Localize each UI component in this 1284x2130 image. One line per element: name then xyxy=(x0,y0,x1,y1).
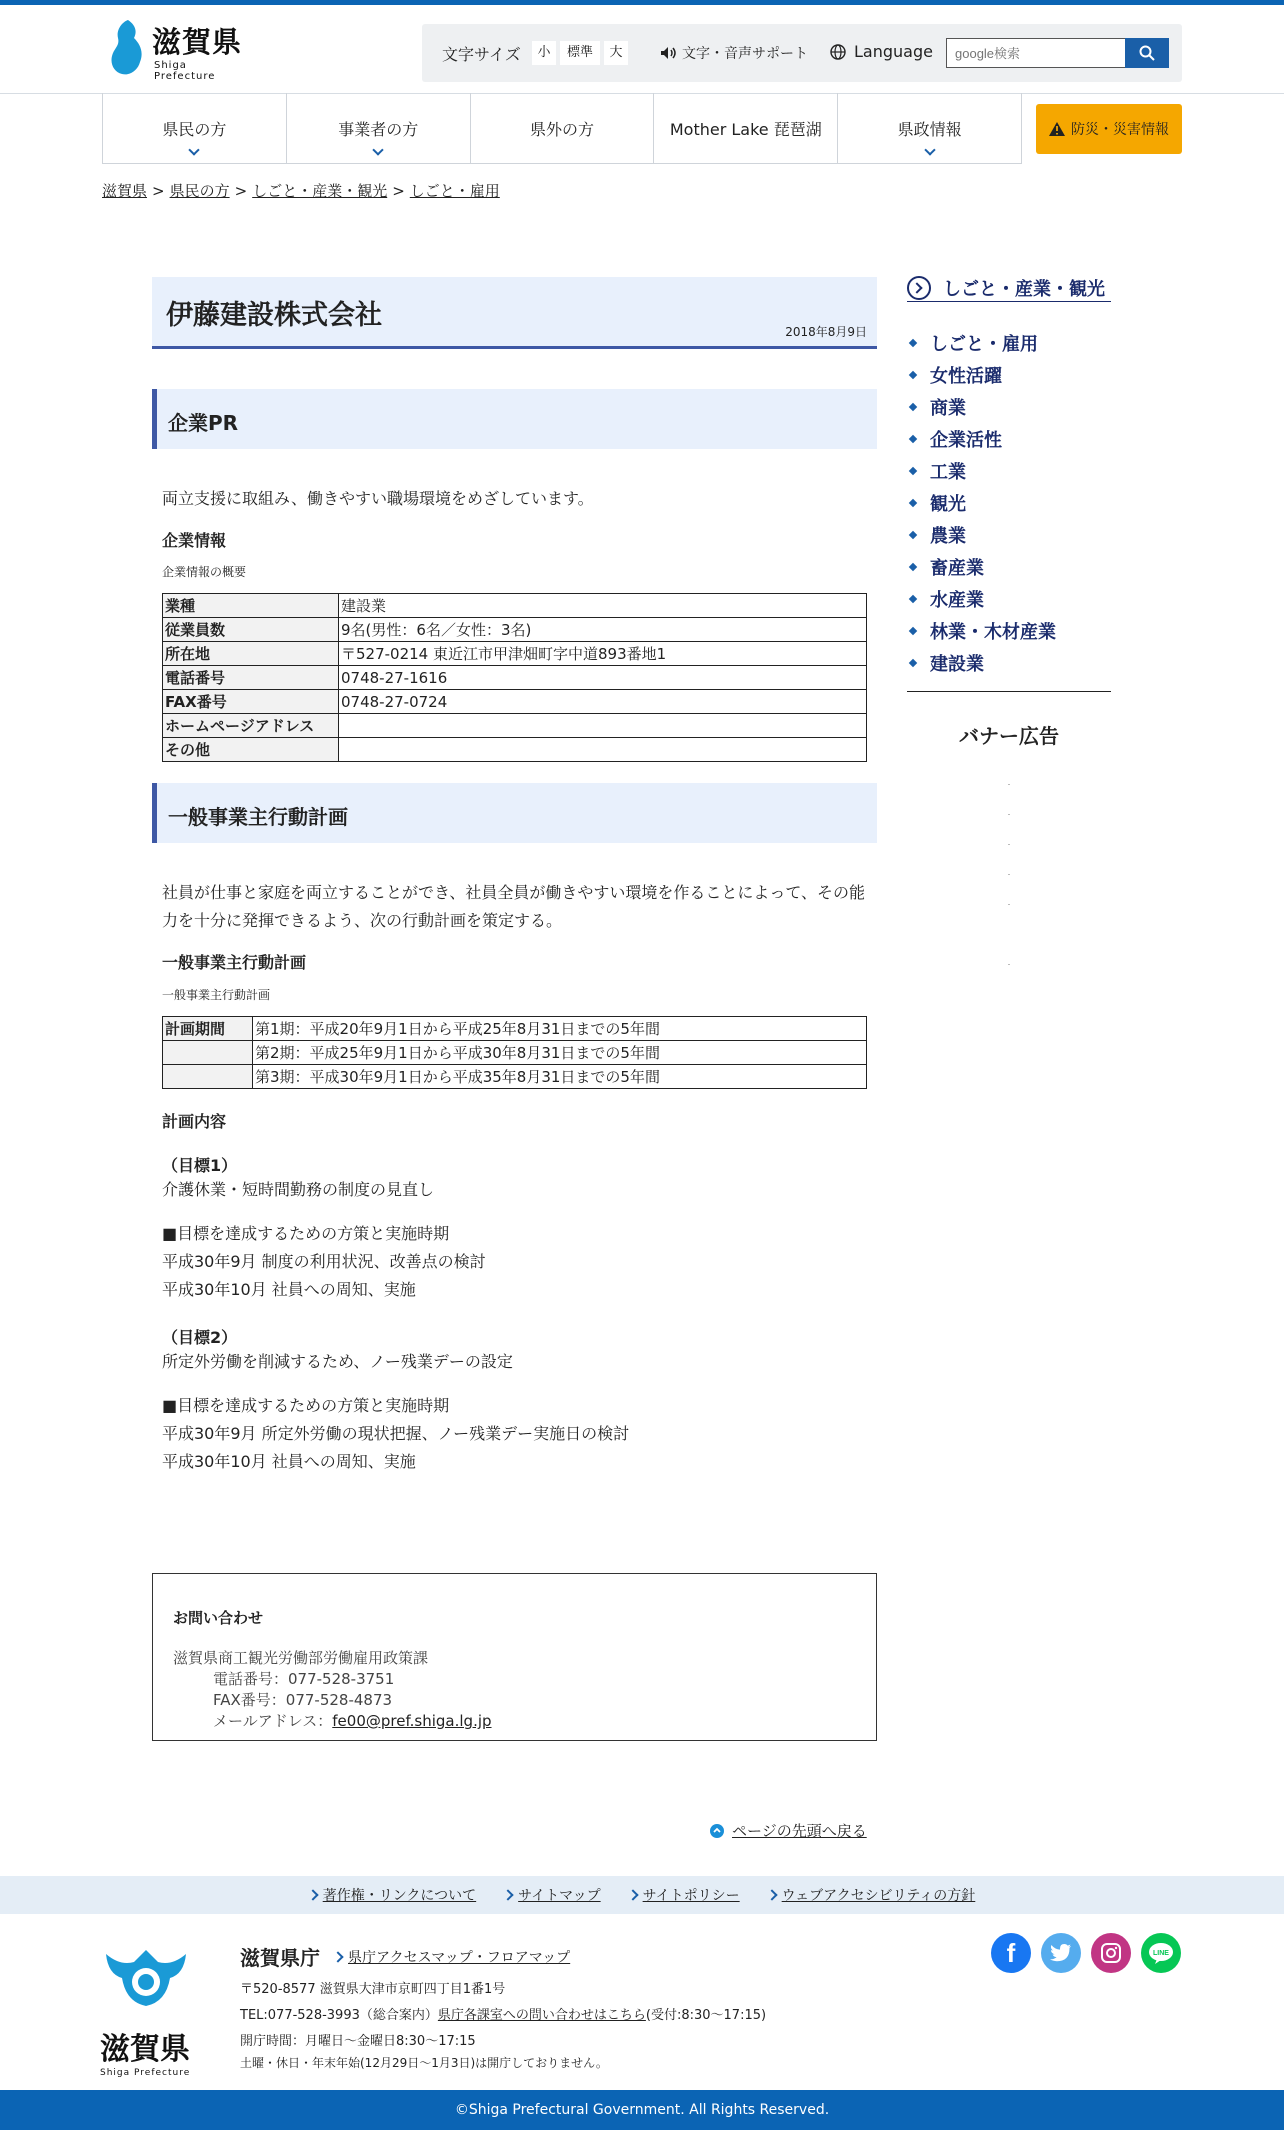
row-header: その他 xyxy=(163,738,339,762)
sidebar-item[interactable] xyxy=(907,583,1056,615)
footer-access-link[interactable]: 県庁アクセスマップ・フロアマップ xyxy=(334,1947,570,1967)
speech-support-button[interactable] xyxy=(660,43,808,63)
inquiry-box xyxy=(152,1573,877,1741)
gnav-government[interactable] xyxy=(838,93,1021,163)
diamond-bullet-icon xyxy=(909,339,917,347)
footer-address: 〒520-8577 滋賀県大津市京町四丁目1番1号 xyxy=(240,1982,506,1997)
update-date: 2018年8月9日 xyxy=(785,325,867,339)
row-header: 計画期間 xyxy=(163,1017,253,1041)
row-header: 従業員数 xyxy=(163,618,339,642)
sidebar-item[interactable] xyxy=(907,391,1056,423)
banner-slot[interactable] xyxy=(1008,874,1010,875)
disaster-info-button[interactable] xyxy=(1036,104,1182,154)
table-row xyxy=(163,1041,867,1065)
row-value: 0748-27-1616 xyxy=(339,666,867,690)
row-header: ホームページアドレス xyxy=(163,714,339,738)
sidebar-item-label: 畜産業 xyxy=(930,558,984,579)
facebook-icon[interactable]: f xyxy=(991,1933,1031,1973)
measure2-item: 平成30年10月 社員への周知、実施 xyxy=(162,1452,416,1471)
footer-org xyxy=(240,1942,570,1971)
gnav-business[interactable] xyxy=(287,93,471,163)
sidebar-divider xyxy=(907,691,1111,692)
diamond-bullet-icon xyxy=(909,403,917,411)
chevron-right-icon xyxy=(907,276,931,300)
table-caption: 一般事業主行動計画 xyxy=(162,988,271,1002)
diamond-bullet-icon xyxy=(909,499,917,507)
page-title-box xyxy=(152,277,877,349)
banner-heading: バナー広告 xyxy=(959,724,1059,748)
breadcrumb-employment[interactable]: しごと・雇用 xyxy=(409,182,500,200)
gnav-outside[interactable] xyxy=(471,93,655,163)
goal1-text: 介護休業・短時間勤務の制度の見直し xyxy=(162,1180,435,1199)
table-row xyxy=(163,738,867,762)
plan-period-table xyxy=(162,1016,867,1089)
sidebar-item-label: 工業 xyxy=(930,462,966,483)
footer-link-copyright[interactable]: 著作権・リンクについて xyxy=(309,1885,476,1905)
sidebar-item[interactable] xyxy=(907,487,1056,519)
footer-logo-text: 滋賀県 xyxy=(100,2032,190,2067)
row-header xyxy=(163,1065,253,1089)
plan-intro-line2: 力を十分に発揮できるよう、次の行動計画を策定する。 xyxy=(162,911,563,930)
page-top-link[interactable] xyxy=(710,1820,867,1841)
sidebar-item-label: しごと・雇用 xyxy=(930,334,1038,355)
measure2-heading: ■目標を達成するための方策と実施時期 xyxy=(162,1396,450,1415)
row-value: 第2期：平成25年9月1日から平成30年8月31日までの5年間 xyxy=(253,1041,867,1065)
banner-slot[interactable] xyxy=(1008,964,1010,965)
footer-link-sitemap[interactable]: サイトマップ xyxy=(504,1885,600,1905)
search-icon xyxy=(1139,45,1155,61)
copyright: ©Shiga Prefectural Government. All Rights Reserved. xyxy=(0,2090,1284,2130)
plan-content-heading: 計画内容 xyxy=(162,1112,227,1131)
sidebar-item[interactable] xyxy=(907,615,1056,647)
pr-text: 両立支援に取組み、働きやすい職場環境をめざしています。 xyxy=(162,489,594,508)
inquiry-fax: FAX番号：077-528-4873 xyxy=(213,1691,393,1709)
section-heading-pr xyxy=(152,389,877,449)
twitter-icon[interactable] xyxy=(1041,1933,1081,1973)
section-title: 企業PR xyxy=(168,411,239,435)
row-value: 第3期：平成30年9月1日から平成35年8月31日までの5年間 xyxy=(253,1065,867,1089)
warning-icon xyxy=(1049,122,1065,136)
global-nav xyxy=(102,93,1022,164)
row-value: 0748-27-0724 xyxy=(339,690,867,714)
gnav-label: 県民の方 xyxy=(162,119,227,139)
disaster-info-label: 防災・災害情報 xyxy=(1071,122,1169,138)
row-header: 電話番号 xyxy=(163,666,339,690)
chevron-down-icon xyxy=(189,144,200,155)
arrow-up-icon xyxy=(710,1824,724,1838)
footer-link-policy[interactable]: サイトポリシー xyxy=(629,1885,740,1905)
diamond-bullet-icon xyxy=(909,563,917,571)
font-large-button[interactable]: 大 xyxy=(604,41,628,65)
table-row xyxy=(163,666,867,690)
row-value: 第1期：平成20年9月1日から平成25年8月31日までの5年間 xyxy=(253,1017,867,1041)
gnav-mother-lake[interactable] xyxy=(654,93,838,163)
banner-slot[interactable] xyxy=(1008,784,1010,785)
diamond-bullet-icon xyxy=(909,371,917,379)
footer-nav xyxy=(0,1876,1284,1914)
gnav-label: Mother Lake 琵琶湖 xyxy=(669,119,822,139)
footer-tel-hours: (受付:8:30～17:15) xyxy=(645,2008,767,2023)
diamond-bullet-icon xyxy=(909,659,917,667)
table-row xyxy=(163,618,867,642)
sidebar-item[interactable] xyxy=(907,647,1056,679)
sidebar-item-label: 農業 xyxy=(930,526,966,547)
sidebar-item-label: 商業 xyxy=(930,398,966,419)
sidebar-item[interactable] xyxy=(907,359,1056,391)
sidebar-item-label: 建設業 xyxy=(930,654,984,675)
banner-slot[interactable] xyxy=(1008,814,1010,815)
banner-slot[interactable] xyxy=(1008,844,1010,845)
sidebar-title[interactable] xyxy=(907,274,1111,302)
sidebar-item-label: 女性活躍 xyxy=(930,366,1002,387)
table-row xyxy=(163,642,867,666)
measure2-item: 平成30年9月 所定外労働の現状把握、ノー残業デー実施日の検討 xyxy=(162,1424,630,1443)
plan-subheading: 一般事業主行動計画 xyxy=(162,953,307,972)
goal2-text: 所定外労働を削減するため、ノー残業デーの設定 xyxy=(162,1352,513,1371)
language-button[interactable] xyxy=(830,42,933,61)
font-standard-button[interactable]: 標準 xyxy=(560,41,600,65)
font-small-button[interactable]: 小 xyxy=(532,41,556,65)
footer-logo xyxy=(100,1948,192,2078)
section-title: 一般事業主行動計画 xyxy=(168,805,348,829)
search-button[interactable] xyxy=(1125,38,1169,68)
sidebar-item[interactable] xyxy=(907,423,1056,455)
speaker-icon xyxy=(660,46,676,60)
footer-org-name: 滋賀県庁 xyxy=(240,1946,320,1970)
inquiry-title: お問い合わせ xyxy=(173,1609,264,1627)
prefecture-emblem-icon xyxy=(100,1948,192,2018)
diamond-bullet-icon xyxy=(909,531,917,539)
row-value xyxy=(339,738,867,762)
sidebar-item[interactable] xyxy=(907,519,1056,551)
speech-support-label: 文字・音声サポート xyxy=(682,46,808,62)
inquiry-org: 滋賀県商工観光労働部労働雇用政策課 xyxy=(173,1649,429,1667)
row-value: 〒527-0214 東近江市甲津畑町字中道893番地1 xyxy=(339,642,867,666)
sidebar-title-label: しごと・産業・観光 xyxy=(943,278,1105,300)
gnav-label: 県外の方 xyxy=(529,119,594,139)
search-input[interactable] xyxy=(946,38,1126,68)
inquiry-mail-label: メールアドレス： xyxy=(213,1712,333,1730)
site-logo[interactable] xyxy=(104,18,244,80)
footer-link-accessibility[interactable]: ウェブアクセシビリティの方針 xyxy=(768,1885,976,1905)
row-header: 所在地 xyxy=(163,642,339,666)
table-row xyxy=(163,594,867,618)
sidebar-item[interactable] xyxy=(907,551,1056,583)
goal1-heading: （目標1） xyxy=(162,1156,238,1175)
footer-closed-notice: 土曜・休日・年末年始(12月29日～1月3日)は開庁しておりません。 xyxy=(240,2056,608,2070)
footer-logo-roman: Shiga Prefecture xyxy=(100,2068,191,2078)
breadcrumb: 滋賀県 > 県民の方 > しごと・産業・観光 > しごと・雇用 xyxy=(102,182,500,200)
table-caption: 企業情報の概要 xyxy=(162,565,247,579)
svg-text:LINE: LINE xyxy=(1153,1950,1169,1957)
table-row xyxy=(163,1017,867,1041)
table-row xyxy=(163,690,867,714)
sidebar-item-label: 林業・木材産業 xyxy=(930,622,1056,643)
sidebar-item[interactable] xyxy=(907,327,1056,359)
goal2-heading: （目標2） xyxy=(162,1328,238,1347)
sidebar-item[interactable] xyxy=(907,455,1056,487)
language-label: Language xyxy=(854,42,933,61)
sidebar-item-label: 観光 xyxy=(930,494,966,515)
page-title: 伊藤建設株式会社 xyxy=(166,300,382,331)
row-header: 業種 xyxy=(163,594,339,618)
header-toolbox xyxy=(422,24,1182,82)
table-row xyxy=(163,714,867,738)
logo-roman: Shiga Prefecture xyxy=(154,60,216,82)
measure1-heading: ■目標を達成するための方策と実施時期 xyxy=(162,1224,450,1243)
row-value: 建設業 xyxy=(339,594,867,618)
line-icon[interactable] xyxy=(1141,1933,1181,1973)
globe-icon xyxy=(830,44,846,60)
row-value xyxy=(339,714,867,738)
sidebar-item-label: 企業活性 xyxy=(930,430,1002,451)
logo-text: 滋賀県 xyxy=(152,25,243,59)
chevron-down-icon xyxy=(373,144,384,155)
top-accent-bar xyxy=(0,0,1284,5)
chevron-down-icon xyxy=(924,144,935,155)
page-top-label: ページの先頭へ戻る xyxy=(732,1822,867,1840)
measure1-item: 平成30年10月 社員への周知、実施 xyxy=(162,1280,416,1299)
instagram-icon[interactable] xyxy=(1091,1933,1131,1973)
inquiry-mail-link[interactable]: fe00@pref.shiga.lg.jp xyxy=(332,1712,492,1730)
font-size-label: 文字サイズ xyxy=(442,45,521,64)
gnav-label: 事業者の方 xyxy=(338,119,419,139)
row-header: FAX番号 xyxy=(163,690,339,714)
sidebar-item-label: 水産業 xyxy=(930,590,984,611)
table-row xyxy=(163,1065,867,1089)
inquiry-tel: 電話番号：077-528-3751 xyxy=(213,1670,395,1688)
banner-slot[interactable] xyxy=(1008,904,1010,905)
sidebar-list xyxy=(907,327,1056,679)
breadcrumb-residents[interactable]: 県民の方 xyxy=(169,182,230,200)
section-heading-plan xyxy=(152,783,877,843)
footer-hours: 開庁時間：月曜日～金曜日8:30～17:15 xyxy=(240,2034,476,2049)
company-info-heading: 企業情報 xyxy=(162,531,227,550)
company-info-table xyxy=(162,593,867,762)
diamond-bullet-icon xyxy=(909,467,917,475)
footer-contact-link[interactable]: 県庁各課室への問い合わせはこちら xyxy=(437,2008,646,2023)
row-value: 9名(男性：6名／女性：3名) xyxy=(339,618,867,642)
gnav-residents[interactable] xyxy=(103,93,287,163)
breadcrumb-home[interactable]: 滋賀県 xyxy=(102,182,148,200)
biwako-lake-icon xyxy=(104,18,150,78)
breadcrumb-work[interactable]: しごと・産業・観光 xyxy=(252,182,388,200)
row-header xyxy=(163,1041,253,1065)
diamond-bullet-icon xyxy=(909,435,917,443)
footer-tel: TEL:077-528-3993（総合案内） xyxy=(240,2008,438,2023)
gnav-label: 県政情報 xyxy=(897,119,962,139)
measure1-item: 平成30年9月 制度の利用状況、改善点の検討 xyxy=(162,1252,486,1271)
plan-intro-line1: 社員が仕事と家庭を両立することができ、社員全員が働きやすい環境を作ることによって、その能 xyxy=(162,883,866,902)
diamond-bullet-icon xyxy=(909,627,917,635)
diamond-bullet-icon xyxy=(909,595,917,603)
